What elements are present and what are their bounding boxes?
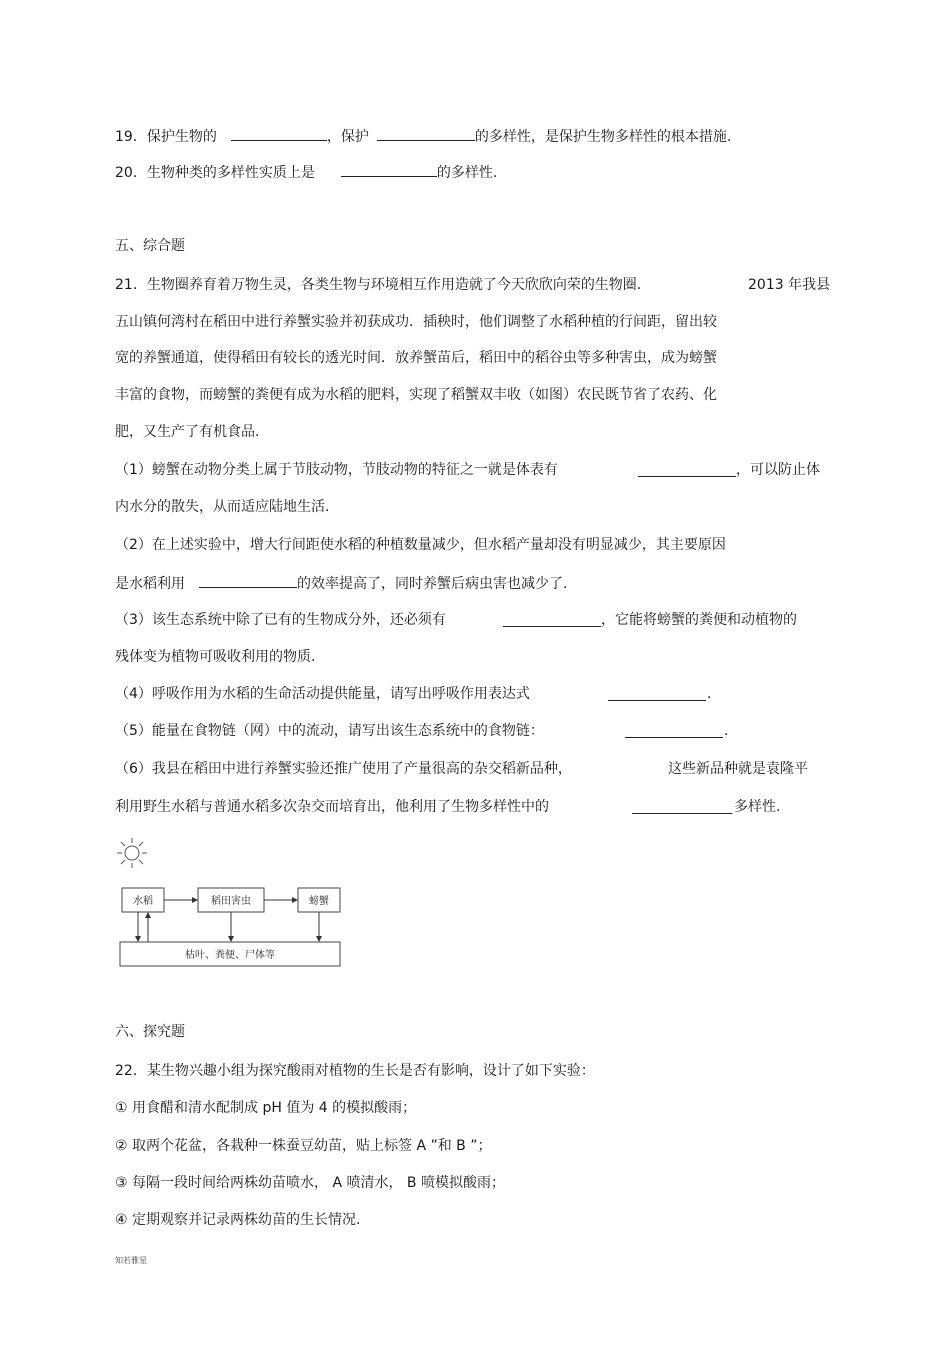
q22-step-3: ③ 每隔一段时间给两株幼苗喷水， A 喷清水， B 喷模拟酸雨； xyxy=(115,1175,505,1191)
q21-sub-2-blank[interactable] xyxy=(199,573,297,588)
q22-step-4: ④ 定期观察并记录两株幼苗的生长情况. xyxy=(115,1212,361,1228)
q21-sub-2-text-a: 是水稻利用 xyxy=(115,576,185,592)
q21-sub-5-tail: . xyxy=(724,723,729,739)
question-20 xyxy=(115,162,497,183)
q21-sub-1 xyxy=(115,460,558,480)
q21-sub-3: （3）该生态系统中除了已有的生物成分外，还必须有 xyxy=(115,612,446,628)
food-chain-diagram xyxy=(112,836,344,970)
box-crab-label: 螃蟹 xyxy=(309,896,329,907)
q20-number: 20． xyxy=(115,165,147,181)
q19-text-b: ，保护 xyxy=(326,129,369,145)
q20-text-a: 生物种类的多样性实质上是 xyxy=(146,165,315,181)
q21-sub-1-tail: ，可以防止体 xyxy=(736,462,820,478)
box-bottom-label: 枯叶、粪便、尸体等 xyxy=(185,950,275,961)
q21-line-3: 宽的养蟹通道，使得稻田有较长的透光时间．放养蟹苗后，稻田中的稻谷虫等多种害虫，成为螃蟹 xyxy=(115,350,717,366)
q19-text-a: 保护生物的 xyxy=(146,129,217,145)
q21-sub-1-text: （1）螃蟹在动物分类上属于节肢动物，节肢动物的特征之一就是体表有 xyxy=(115,462,558,478)
q22-step-2: ② 取两个花盆，各栽种一株蚕豆幼苗，贴上标签 A ”和 B ”； xyxy=(115,1138,492,1154)
q21-sub-6-tail: 这些新品种就是袁隆平 xyxy=(668,761,808,777)
q21-line-1-year: 2013 年我县 xyxy=(748,277,831,293)
q21-sub-4-blank[interactable] xyxy=(608,686,706,701)
box-pest-label: 稻田害虫 xyxy=(211,896,251,907)
q21-sub-3-cont: 残体变为植物可吸收利用的物质. xyxy=(115,649,316,665)
question-19 xyxy=(115,126,731,147)
q19-blank-1[interactable] xyxy=(231,126,327,141)
q21-sub-1-blank[interactable] xyxy=(638,462,736,477)
q21-sub-3-tail: ，它能将螃蟹的粪便和动植物的 xyxy=(601,612,797,628)
q21-sub-5-blank[interactable] xyxy=(625,723,723,738)
q20-text-b: 的多样性. xyxy=(436,165,498,181)
q21-sub-6-blank[interactable] xyxy=(632,799,732,814)
footer-text: 知若雅星 xyxy=(115,1256,147,1265)
q21-sub-6: （6）我县在稻田中进行养蟹实验还推广使用了产量很高的杂交稻新品种， xyxy=(115,761,572,777)
q21-sub-3-blank[interactable] xyxy=(503,612,601,627)
q19-blank-2[interactable] xyxy=(377,126,475,141)
box-rice-label: 水稻 xyxy=(133,896,153,907)
q22-intro: 22．某生物兴趣小组为探究酸雨对植物的生长是否有影响，设计了如下实验： xyxy=(115,1063,595,1079)
q20-blank[interactable] xyxy=(341,162,437,177)
q21-sub-2-cont xyxy=(115,573,567,594)
q21-line-1 xyxy=(115,275,641,295)
q19-text-c: 的多样性，是保护生物多样性的根本措施. xyxy=(474,129,732,145)
q21-sub-1-cont: 内水分的散失，从而适应陆地生活. xyxy=(115,499,330,515)
q19-number: 19． xyxy=(115,129,147,145)
section-5-heading: 五、综合题 xyxy=(115,238,185,254)
q21-line-1a: 21．生物圈养育着万物生灵，各类生物与环境相互作用造就了今天欣欣向荣的生物圈. xyxy=(115,277,642,293)
q21-sub-2: （2）在上述实验中，增大行间距使水稻的种植数量减少，但水稻产量却没有明显减少，其主要原因 xyxy=(115,537,726,553)
q21-sub-5: （5）能量在食物链（网）中的流动，请写出该生态系统中的食物链： xyxy=(115,723,544,739)
q21-line-5: 肥，又生产了有机食品. xyxy=(115,424,260,440)
q22-step-1: ① 用食醋和清水配制成 pH 值为 4 的模拟酸雨； xyxy=(115,1100,417,1116)
q21-sub-2-text-b: 的效率提高了，同时养蟹后病虫害也减少了. xyxy=(297,576,568,592)
q21-sub-4: （4）呼吸作用为水稻的生命活动提供能量，请写出呼吸作用表达式 xyxy=(115,686,530,702)
section-6-heading: 六、探究题 xyxy=(115,1024,185,1040)
q21-line-2: 五山镇何湾村在稻田中进行养蟹实验并初获成功．插秧时，他们调整了水稻种植的行间距，留出较 xyxy=(115,314,717,330)
q21-line-4: 丰富的食物，而螃蟹的粪便有成为水稻的肥料，实现了稻蟹双丰收（如图）农民既节省了农药、化 xyxy=(115,387,717,403)
q21-sub-4-tail: . xyxy=(707,686,712,702)
sun-icon xyxy=(117,838,147,868)
q21-sub-6-cont: 利用野生水稻与普通水稻多次杂交而培育出，他利用了生物多样性中的 xyxy=(115,799,549,815)
q21-sub-6-end: 多样性. xyxy=(734,799,781,815)
